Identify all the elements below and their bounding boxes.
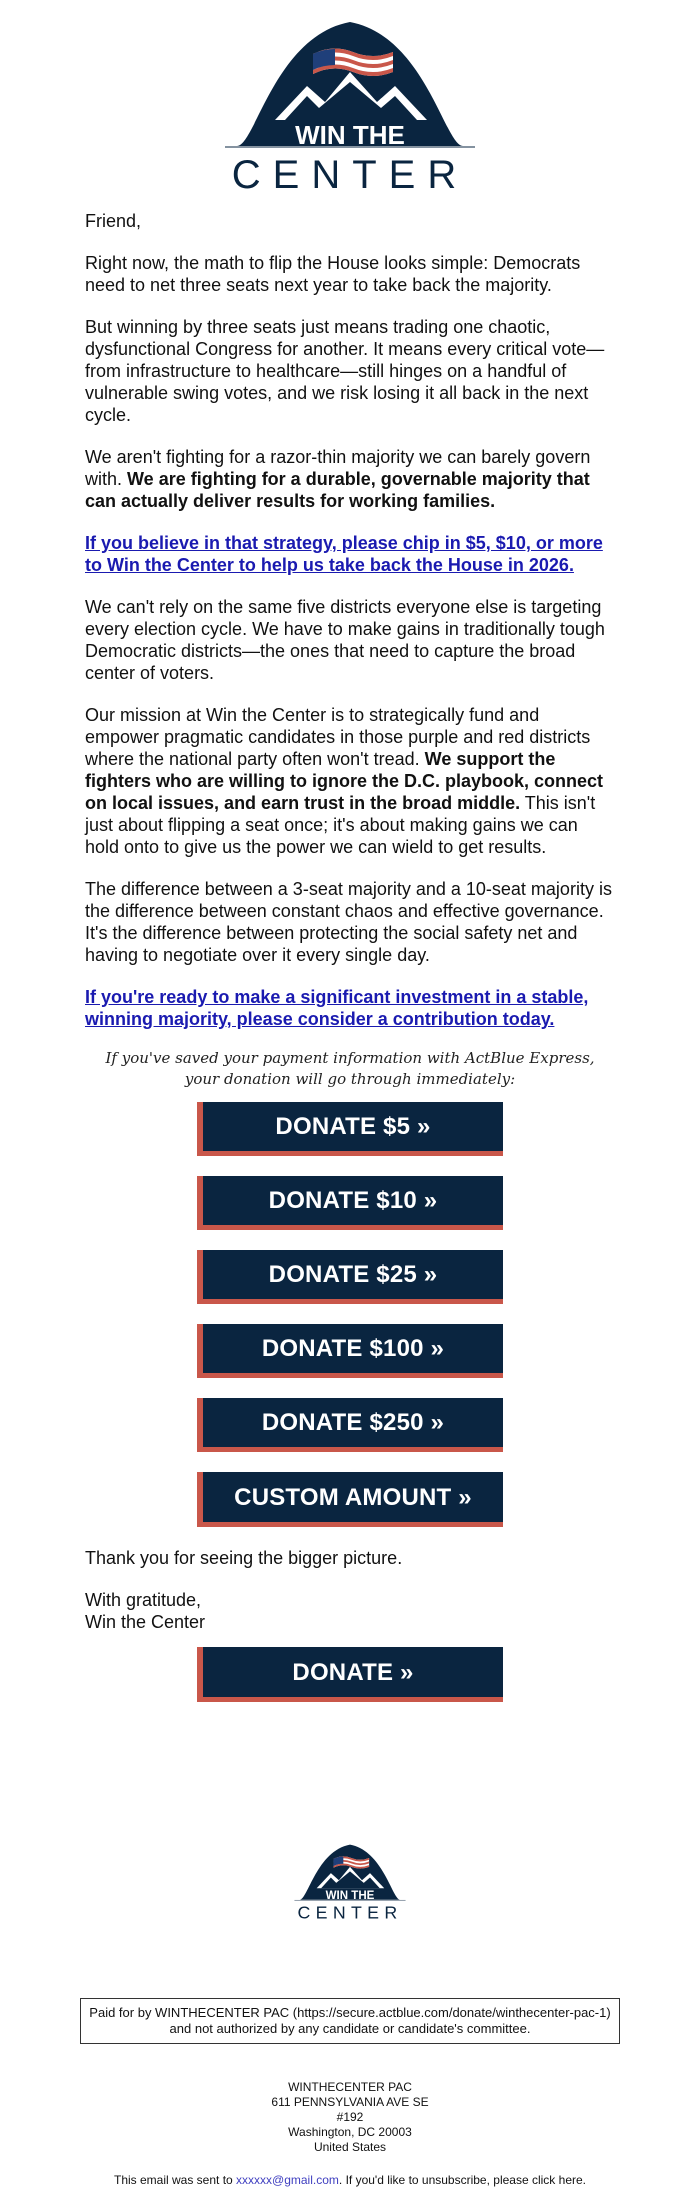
paragraph-1: Right now, the math to flip the House looks simple: Democrats need to net three seats next year to take back the majority. <box>85 253 581 295</box>
footer-logo <box>0 1842 700 1922</box>
footer-logo-line2: CENTER <box>297 1902 403 1922</box>
donate-5-button[interactable]: DONATE $5 » <box>197 1102 503 1156</box>
address-street: 611 PENNSYLVANIA AVE SE <box>271 2095 429 2109</box>
donate-100-button[interactable]: DONATE $100 » <box>197 1324 503 1378</box>
paragraph-3-bold: We are fighting for a durable, governable majority that can actually deliver results for working families. <box>85 469 590 511</box>
logo-line1: WIN THE <box>295 120 405 150</box>
letter-body <box>85 196 615 1030</box>
recipient-email: xxxxxx@gmail.com <box>236 2173 339 2187</box>
header-logo <box>0 0 700 196</box>
paragraph-3 <box>85 446 615 512</box>
win-the-center-logo <box>215 16 485 196</box>
address-unit: #192 <box>336 2110 364 2124</box>
greeting: Friend, <box>85 211 142 231</box>
donate-10-button[interactable]: DONATE $10 » <box>197 1176 503 1230</box>
donate-25-button[interactable]: DONATE $25 » <box>197 1250 503 1304</box>
paragraph-5-text-a: Our mission at Win the Center is to strategically fund and empower pragmatic candidates in those purple and red districts where the national party often won't tread. <box>85 705 591 769</box>
sent-to-line <box>0 2173 700 2187</box>
paragraph-5-text-b: This isn't just about flipping a seat once; it's about making gains we can hold onto to give us the power we can wield to get results. <box>85 793 596 857</box>
paragraph-2: But winning by three seats just means trading one chaotic, dysfunctional Congress for another. It means every critical vote—from infrastructure to healthcare—still hinges on a handful of vulnerable swing votes, and we risk losing it all back in the next cycle. <box>85 317 605 425</box>
closing <box>85 1547 615 1633</box>
paragraph-6: The difference between a 3-seat majority and a 10-seat majority is the difference between constant chaos and effective governance. It's the difference between protecting the social safety net and having to negotiate over it every single day. <box>85 879 612 965</box>
signoff <box>85 1589 615 1633</box>
paragraph-5-bold: We support the fighters who are willing to ignore the D.C. playbook, connect on local issues, and earn trust in the broad middle. <box>85 749 604 813</box>
donate-link-1[interactable]: If you believe in that strategy, please chip in $5, $10, or more to Win the Center to help us take back the House in 2026. <box>85 533 603 575</box>
win-the-center-logo-small <box>290 1842 410 1922</box>
footer-logo-line1: WIN THE <box>325 1889 375 1902</box>
paragraph-4: We can't rely on the same five districts everyone else is targeting every election cycle. We have to make gains in traditionally tough Democratic districts—the ones that need to capture the broad center of voters. <box>85 597 605 683</box>
mailing-address <box>0 2080 700 2155</box>
thanks-line: Thank you for seeing the bigger picture. <box>85 1548 403 1568</box>
address-city: Washington, DC 20003 <box>288 2125 412 2139</box>
logo-line2: CENTER <box>231 153 469 196</box>
sent-prefix: This email was sent to <box>113 2173 237 2187</box>
actblue-express-note: If you've saved your payment information with ActBlue Express, your donation will go through immediately: <box>105 1049 595 1088</box>
unsubscribe-link[interactable]: . If you'd like to unsubscribe, please click here. <box>338 2173 586 2187</box>
donate-link-2[interactable]: If you're ready to make a significant investment in a stable, winning majority, please consider a contribution today. <box>85 987 589 1029</box>
signoff-line: With gratitude, <box>85 1590 202 1610</box>
donate-link-paragraph-1 <box>85 532 615 576</box>
signature: Win the Center <box>85 1612 206 1632</box>
custom-amount-button[interactable]: CUSTOM AMOUNT » <box>197 1472 503 1527</box>
donate-link-paragraph-2 <box>85 986 615 1030</box>
donate-button[interactable]: DONATE » <box>197 1647 503 1702</box>
paragraph-3-text: We aren't fighting for a razor-thin majority we can barely govern with. <box>85 447 591 489</box>
address-country: United States <box>313 2140 387 2154</box>
paid-for-disclaimer: Paid for by WINTHECENTER PAC (https://secure.actblue.com/donate/winthecenter-pac-1) and not authorized by any candidate or candidate's committee. <box>80 1998 620 2044</box>
paragraph-5 <box>85 704 615 858</box>
donate-250-button[interactable]: DONATE $250 » <box>197 1398 503 1452</box>
address-org: WINTHECENTER PAC <box>288 2080 412 2094</box>
